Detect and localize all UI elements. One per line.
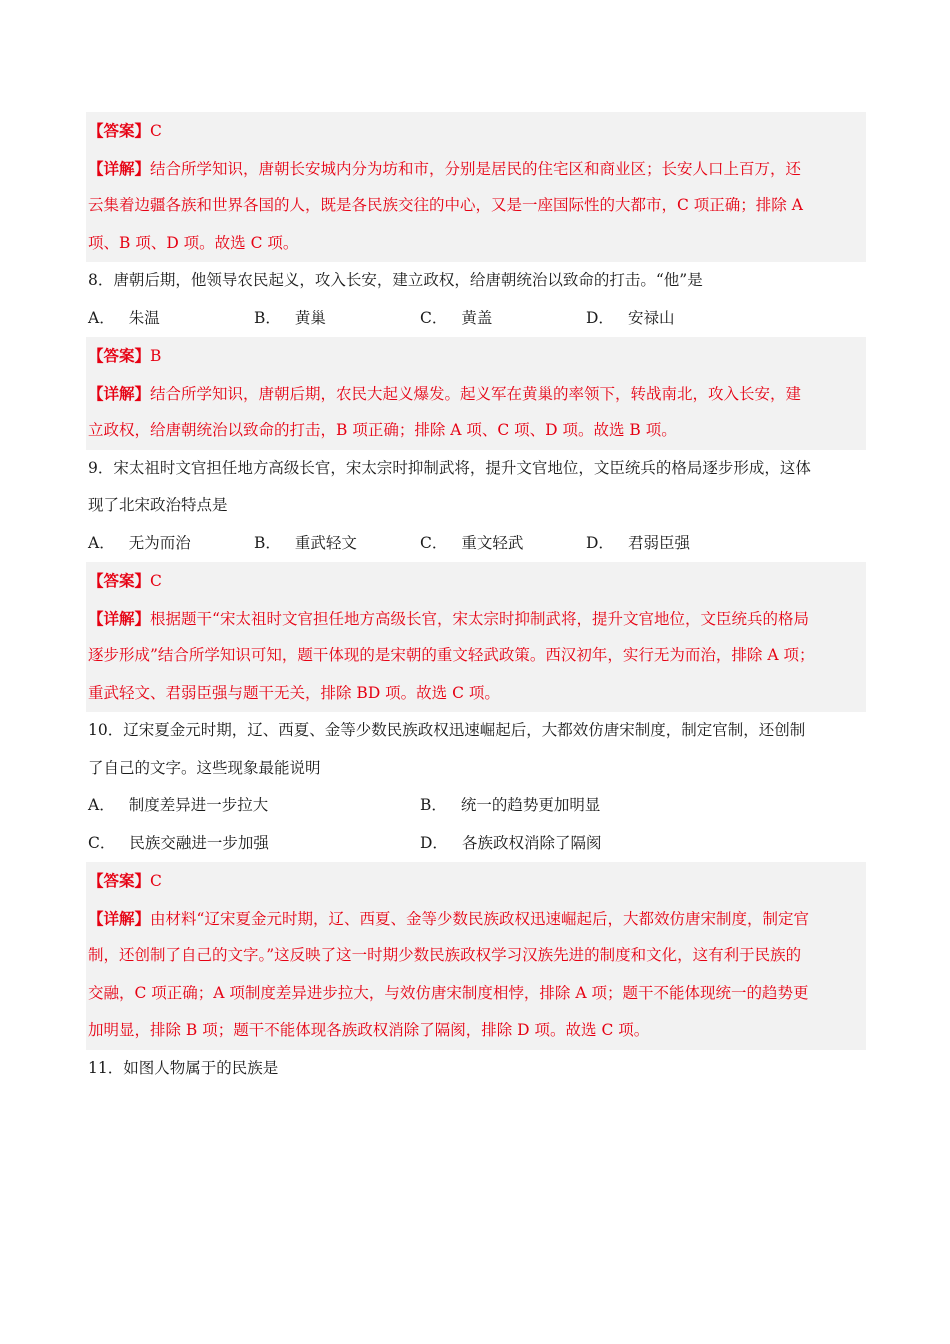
detail-line: 逐步形成”结合所学知识可知，题干体现的是宋朝的重文轻武政策。西汉初年，实行无为而治，排除 A 项； (88, 646, 815, 664)
detail-label: 【详解】 (88, 158, 151, 178)
option-b: B． 统一的趋势更加明显 (420, 796, 601, 814)
question-stem (86, 450, 866, 488)
question-8 (86, 262, 866, 337)
answer-line (86, 112, 866, 150)
option-b: B． 重武轻文 (254, 533, 357, 552)
question-text: 辽宋夏金元时期，辽、西夏、金等少数民族政权迅速崛起后，大都效仿唐宋制度，制定官制，还创制 (123, 721, 806, 739)
detail-line: 加明显，排除 B 项；题干不能体现各族政权消除了隔阂，排除 D 项。故选 C 项。 (88, 1021, 650, 1039)
question-text: 现了北宋政治特点是 (88, 496, 228, 514)
detail-line: 项、B 项、D 项。故选 C 项。 (88, 233, 299, 252)
answer-value: C (150, 872, 162, 890)
option-a: A． 朱温 (88, 308, 160, 327)
detail-label: 【详解】 (88, 383, 151, 403)
detail-line (86, 600, 866, 638)
option-d: D． 安禄山 (586, 308, 675, 327)
detail-line: 制，还创制了自己的文字。”这反映了这一时期少数民族政权学习汉族先进的制度和文化，这有利于民族的 (88, 946, 802, 964)
option-c: C． 民族交融进一步加强 (88, 833, 269, 852)
document-page (86, 112, 866, 1087)
answer-label: 【答案】 (88, 871, 151, 890)
question-stem (86, 1050, 866, 1088)
answer-value: C (150, 572, 162, 590)
detail-label: 【详解】 (88, 608, 151, 628)
option-b: B． 黄巢 (254, 308, 326, 327)
detail-label: 【详解】 (88, 908, 151, 928)
answer-label: 【答案】 (88, 346, 151, 365)
detail-line (86, 900, 866, 938)
detail-line (86, 150, 866, 188)
detail-text: 结合所学知识，唐朝长安城内分为坊和市，分别是居民的住宅区和商业区；长安人口上百万，还 (150, 159, 802, 178)
detail-line (86, 375, 866, 413)
answer-label: 【答案】 (88, 571, 151, 590)
answer-value: C (150, 122, 162, 140)
answer-line (86, 562, 866, 600)
answer-block (86, 337, 866, 450)
answer-value: B (150, 347, 162, 365)
detail-text: 根据题干“宋太祖时文官担任地方高级长官，宋太宗时抑制武将，提升文官地位，文臣统兵的格局 (150, 609, 809, 628)
option-d: D． 各族政权消除了隔阂 (420, 833, 602, 852)
detail-text: 结合所学知识，唐朝后期，农民大起义爆发。起义军在黄巢的率领下，转战南北，攻入长安，建 (150, 384, 802, 403)
detail-text: 由材料“辽宋夏金元时期，辽、西夏、金等少数民族政权迅速崛起后，大都效仿唐宋制度，制定官 (150, 909, 809, 928)
question-text: 唐朝后期，他领导农民起义，攻入长安，建立政权，给唐朝统治以致命的打击。“他”是 (113, 271, 703, 289)
options-row (86, 825, 866, 863)
answer-block (86, 562, 866, 712)
answer-block (86, 112, 866, 262)
question-9 (86, 450, 866, 563)
options-row (86, 525, 866, 563)
detail-line: 立政权，给唐朝统治以致命的打击，B 项正确；排除 A 项、C 项、D 项。故选 B 项。 (88, 421, 677, 439)
question-number: 9． (88, 458, 114, 477)
question-11 (86, 1050, 866, 1088)
option-d: D． 君弱臣强 (586, 533, 690, 552)
detail-line: 云集着边疆各族和世界各国的人，既是各民族交往的中心，又是一座国际性的大都市，C 项正确；排除 A (88, 196, 803, 214)
question-number: 10． (88, 721, 124, 739)
question-number: 11． (88, 1058, 124, 1077)
question-10 (86, 712, 866, 862)
detail-line: 重武轻文、君弱臣强与题干无关，排除 BD 项。故选 C 项。 (88, 683, 500, 702)
options-row (86, 787, 866, 825)
options-row (86, 300, 866, 338)
answer-line (86, 337, 866, 375)
question-text: 了自己的文字。这些现象最能说明 (88, 758, 321, 777)
option-c: C． 重文轻武 (420, 533, 524, 552)
detail-line: 交融，C 项正确；A 项制度差异进步拉大，与效仿唐宋制度相悖，排除 A 项；题干不能体现统一的趋势更 (88, 983, 809, 1002)
answer-block (86, 862, 866, 1050)
question-stem (86, 712, 866, 750)
option-c: C． 黄盖 (420, 308, 493, 327)
answer-label: 【答案】 (88, 121, 151, 140)
option-a: A． 无为而治 (88, 533, 191, 552)
question-text: 如图人物属于的民族是 (123, 1058, 279, 1077)
answer-line (86, 862, 866, 900)
question-stem (86, 262, 866, 300)
question-number: 8． (88, 271, 114, 289)
option-a: A． 制度差异进一步拉大 (88, 796, 269, 814)
question-text: 宋太祖时文官担任地方高级长官，宋太宗时抑制武将，提升文官地位，文臣统兵的格局逐步形成，这体 (113, 458, 811, 477)
